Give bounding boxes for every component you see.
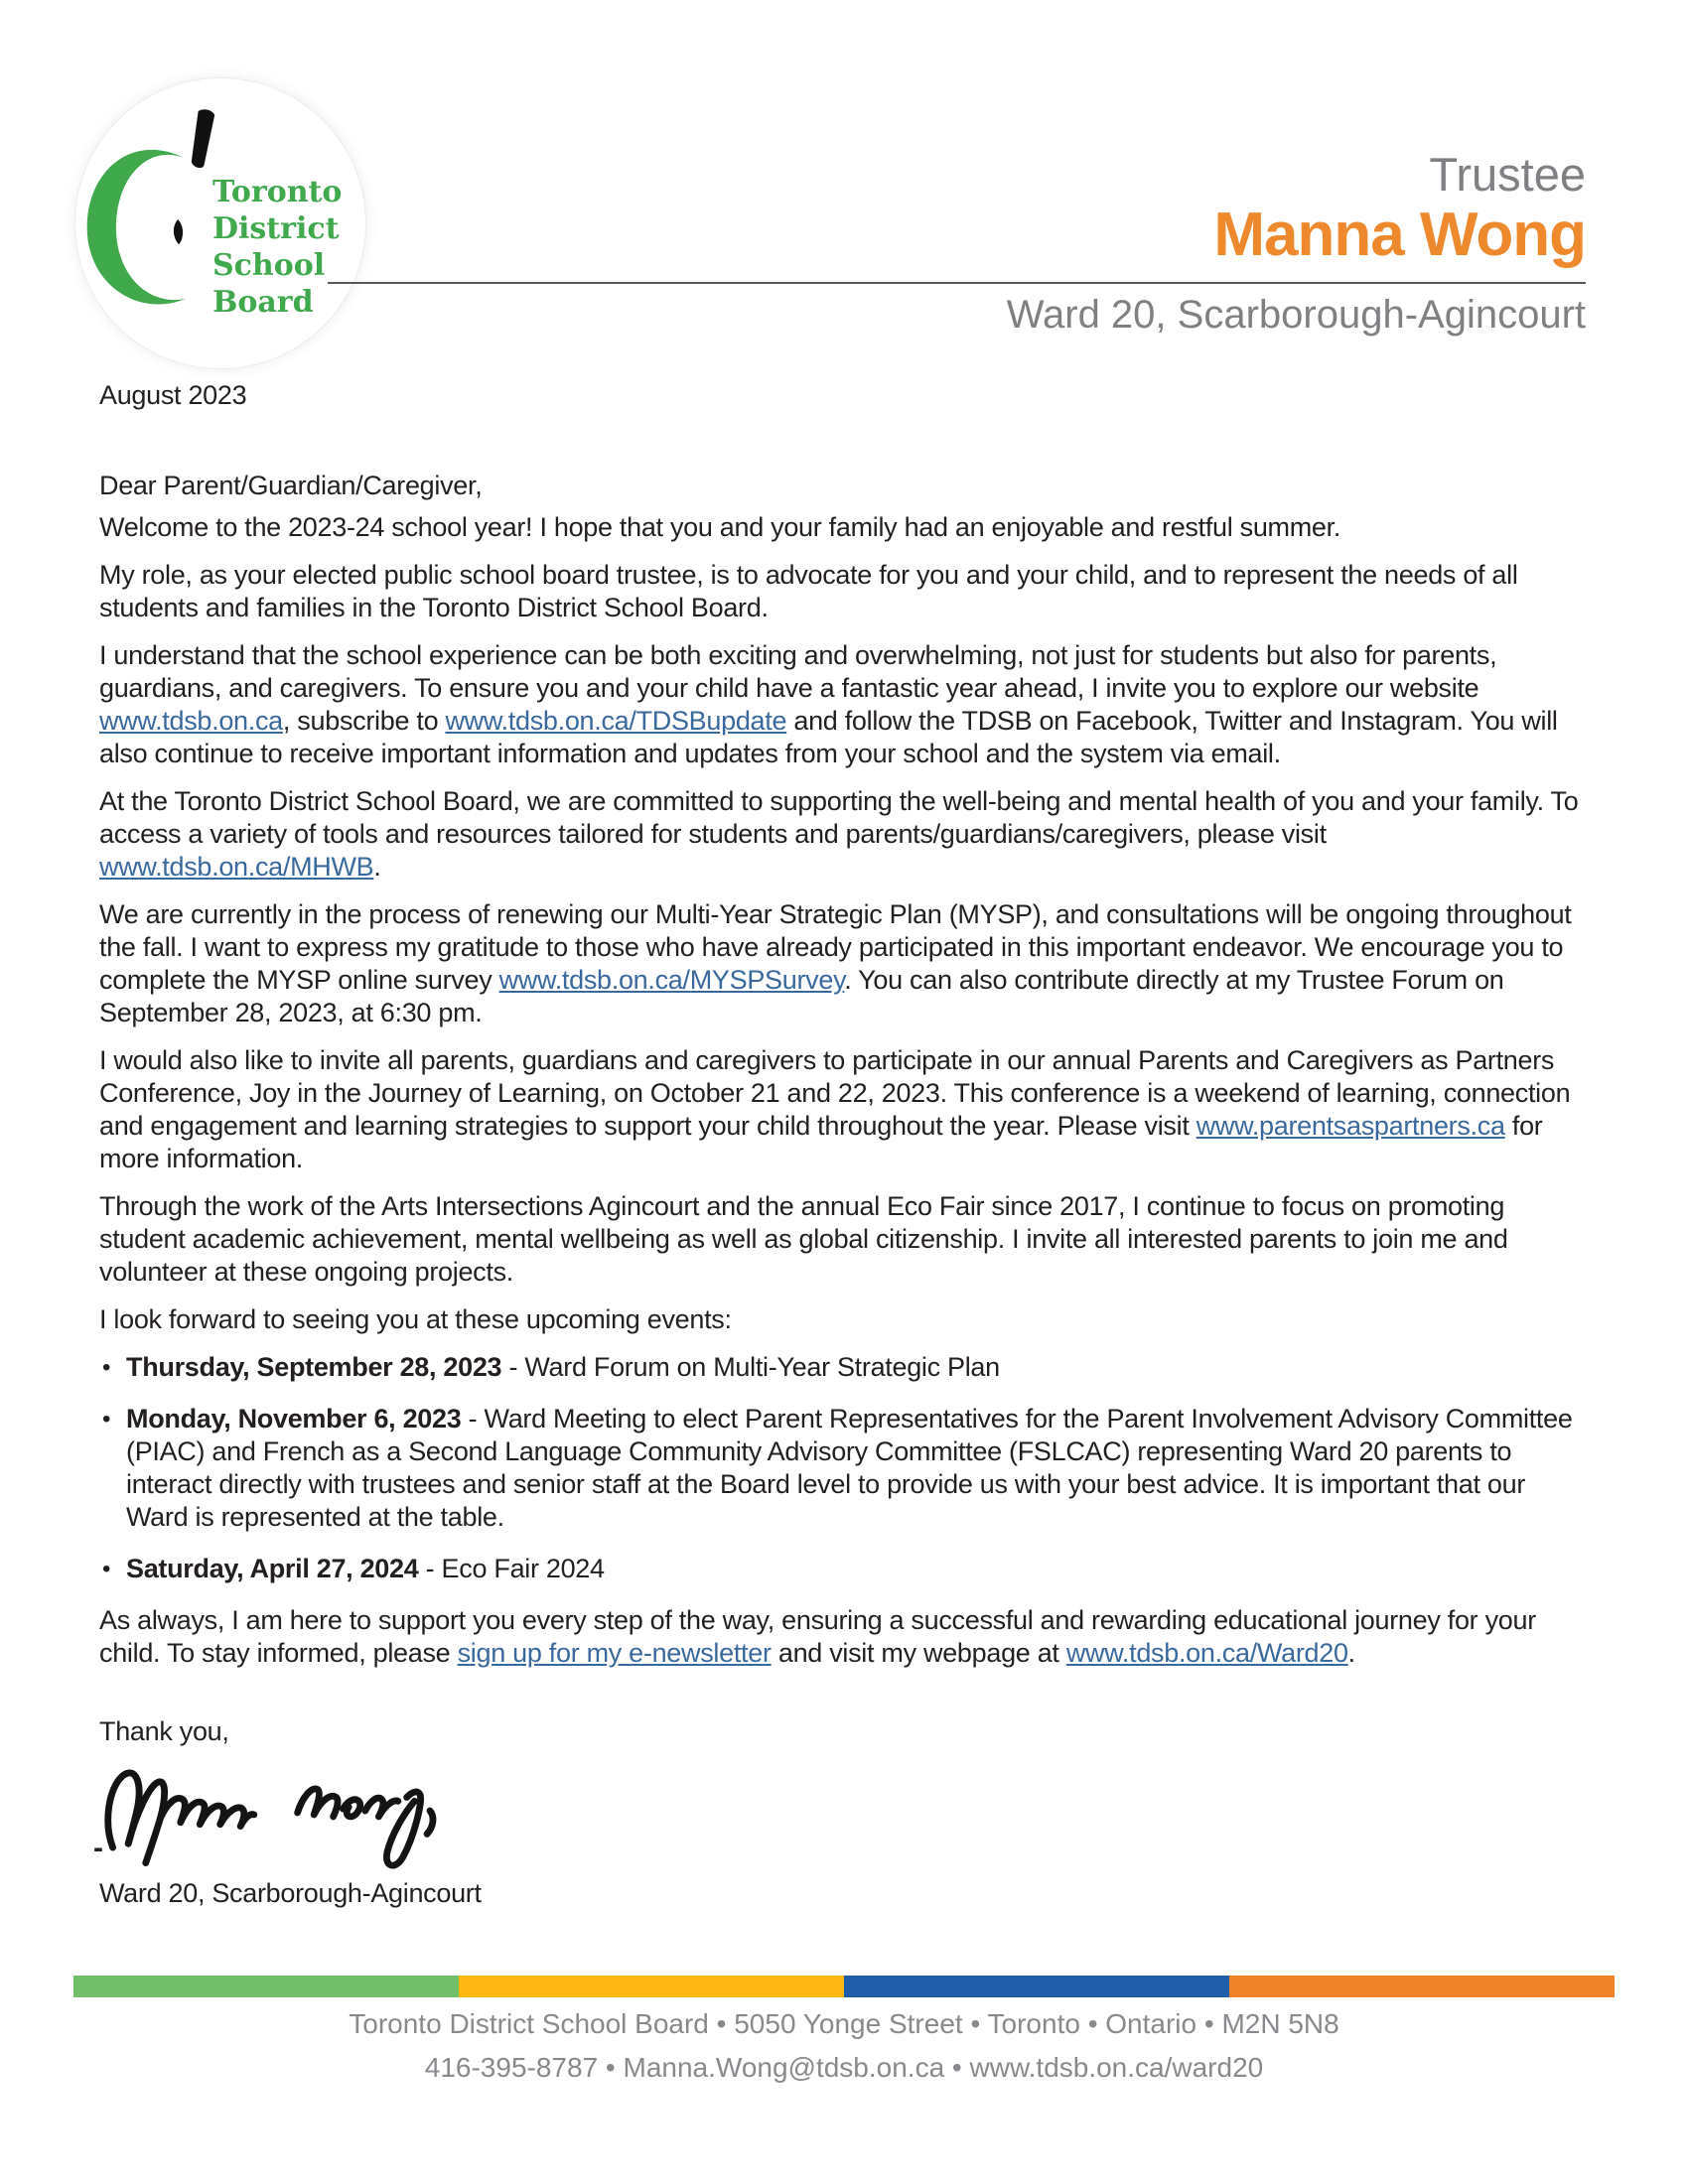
trustee-title: Trustee (1429, 148, 1586, 201)
event-date: Thursday, September 28, 2023 (126, 1352, 502, 1382)
letter-date: August 2023 (99, 380, 247, 410)
logo-text-line: District (212, 211, 340, 246)
event-desc: - Ward Meeting to elect Parent Representatives for the Parent Involvement Advisory Committee (PIAC) and French as a Second Language Community Advisory Committee (FSLCAC) representing Ward 20 parents to interact directly with trustees and senior staff at the Board level to provide us with your best advice. It is important that our Ward is represented at the table. (126, 1404, 1573, 1532)
paragraph-mhwb (99, 785, 1589, 884)
paragraph-conference (99, 1044, 1589, 1175)
paragraph-explore (99, 639, 1589, 770)
event-item (99, 1403, 1589, 1534)
footer-color-bar (73, 1976, 1615, 1997)
link-newsletter-signup[interactable]: sign up for my e-newsletter (457, 1638, 772, 1668)
signature-ward-line: Ward 20, Scarborough-Agincourt (99, 1878, 482, 1908)
event-item (99, 1351, 1589, 1384)
footer-address: Toronto District School Board • 5050 Yonge Street • Toronto • Ontario • M2N 5N8 (349, 2008, 1339, 2039)
paragraph-mysp (99, 898, 1589, 1029)
signature (93, 1754, 1589, 1865)
text-run: and visit my webpage at (771, 1638, 1066, 1668)
link-tdsb-website[interactable]: www.tdsb.on.ca (99, 706, 283, 736)
paragraph-arts: Through the work of the Arts Intersections Agincourt and the annual Eco Fair since 2017, I continue to focus on promoting student academic achievement, mental wellbeing as well as global citizenship. I invite all interested parents to join me and volunteer at these ongoing projects. (99, 1191, 1508, 1287)
text-run: . (373, 852, 381, 882)
signature-image (99, 1754, 467, 1871)
link-mysp-survey[interactable]: www.tdsb.on.ca/MYSPSurvey (498, 965, 845, 995)
text-run: for more information. (99, 1111, 1543, 1173)
link-mhwb[interactable]: www.tdsb.on.ca/MHWB (99, 852, 374, 882)
tdsb-logo-text (212, 174, 342, 321)
salutation: Dear Parent/Guardian/Caregiver, (99, 471, 483, 500)
paragraph-events-intro: I look forward to seeing you at these upcoming events: (99, 1304, 732, 1334)
header-divider (328, 282, 1586, 284)
logo-text-line: Toronto (212, 175, 343, 209)
link-ward20-page[interactable]: www.tdsb.on.ca/Ward20 (1065, 1638, 1348, 1668)
event-date: Saturday, April 27, 2024 (126, 1554, 419, 1583)
bar-segment-green (73, 1976, 459, 1997)
events-list (99, 1351, 1589, 1585)
link-tdsb-update[interactable]: www.tdsb.on.ca/TDSBupdate (445, 706, 787, 736)
text-run: At the Toronto District School Board, we are committed to supporting the well-being and mental health of you and your family. To access a variety of tools and resources tailored for students and parents/guardians/caregivers, please visit (99, 786, 1579, 849)
link-parents-as-partners[interactable]: www.parentsaspartners.ca (1196, 1111, 1505, 1141)
closing-salutation: Thank you, (99, 1716, 229, 1746)
logo-text-line: Board (212, 285, 314, 320)
text-run: I understand that the school experience can be both exciting and overwhelming, not just for students but also for parents, guardians, and caregivers. To ensure you and your child have a fantastic year ahead, I invite you to explore our website (99, 640, 1497, 703)
text-run: and follow the TDSB on Facebook, Twitter and Instagram. You will also continue to receive important information and updates from your school and the system via email. (99, 706, 1558, 768)
text-run: . (1347, 1638, 1355, 1668)
event-item (99, 1553, 1589, 1585)
bar-segment-yellow (459, 1976, 844, 1997)
text-run: As always, I am here to support you every step of the way, ensuring a successful and rewarding educational journey for your child. To stay informed, please (99, 1605, 1536, 1668)
paragraph-welcome: Welcome to the 2023-24 school year! I hope that you and your family had an enjoyable and restful summer. (99, 512, 1341, 542)
event-date: Monday, November 6, 2023 (126, 1404, 462, 1433)
trustee-ward: Ward 20, Scarborough-Agincourt (1006, 293, 1586, 337)
bar-segment-blue (844, 1976, 1229, 1997)
text-run: . You can also contribute directly at my Trustee Forum on September 28, 2023, at 6:30 pm. (99, 965, 1504, 1027)
letter-body (93, 379, 1589, 1925)
text-run: I would also like to invite all parents, guardians and caregivers to participate in our annual Parents and Caregivers as Partners Conference, Joy in the Journey of Learning, on October 21 and 22, 2023. This conference is a weekend of learning, connection and engagement and learning strategies to support your child throughout the year. Please visit (99, 1045, 1571, 1141)
bar-segment-orange (1229, 1976, 1615, 1997)
tdsb-logo (74, 77, 366, 369)
footer-contact: 416-395-8787 • Manna.Wong@tdsb.on.ca • www.tdsb.on.ca/ward20 (424, 2052, 1264, 2083)
paragraph-closing (99, 1604, 1589, 1670)
text-run: , subscribe to (282, 706, 446, 736)
trustee-name: Manna Wong (1213, 201, 1586, 269)
text-run: We are currently in the process of renewing our Multi-Year Strategic Plan (MYSP), and consultations will be ongoing throughout the fall. I want to express my gratitude to those who have already participated in this important endeavor. We encourage you to complete the MYSP online survey (99, 899, 1572, 995)
event-desc: - Eco Fair 2024 (418, 1554, 605, 1583)
signature-dash: - (93, 1832, 103, 1864)
event-desc: - Ward Forum on Multi-Year Strategic Plan (501, 1352, 1000, 1382)
paragraph-role: My role, as your elected public school board trustee, is to advocate for you and your child, and to represent the needs of all students and families in the Toronto District School Board. (99, 560, 1518, 622)
logo-text-line: School (212, 248, 326, 283)
